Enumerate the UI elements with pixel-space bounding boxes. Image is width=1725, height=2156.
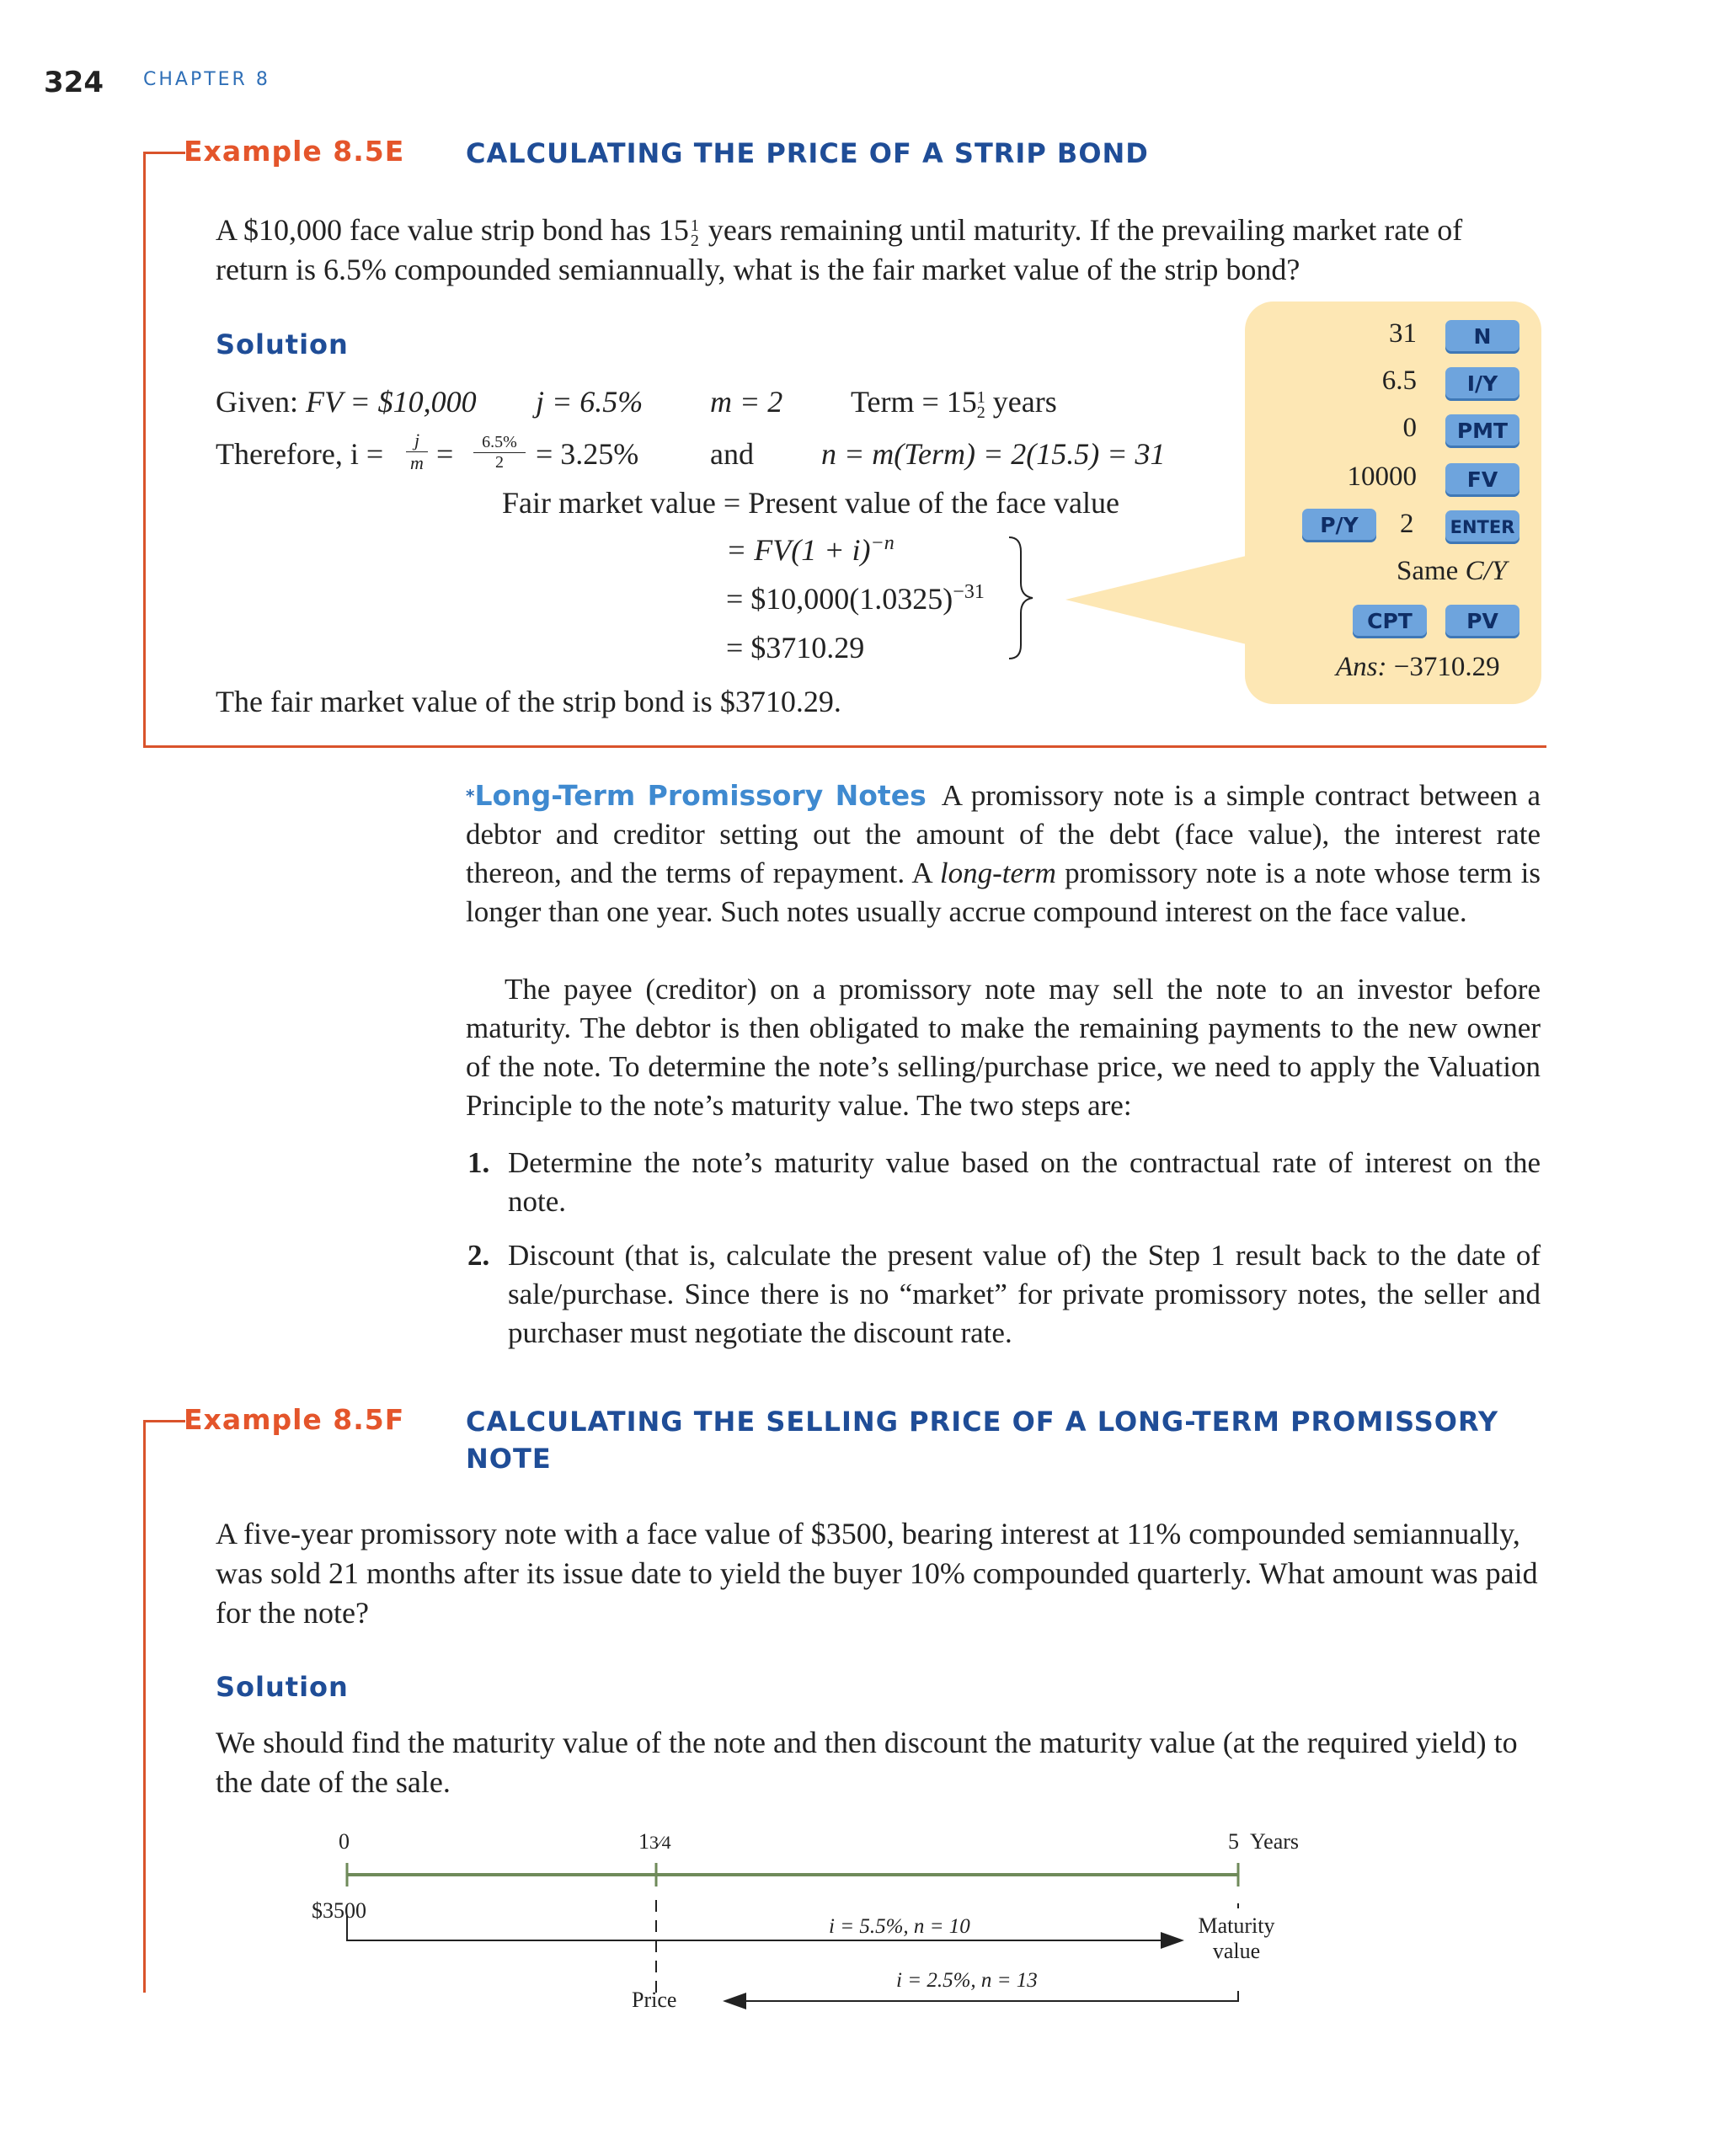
calc-answer: Ans: −3710.29 [1336, 652, 1500, 682]
fmv-substitution: = $\$10,000(1.0325)^{-31}$ [726, 581, 985, 616]
n-equation: n = m(Term) = 2(15.5) = 31 [821, 437, 1166, 471]
right-brace [1002, 531, 1053, 665]
calc-key-fv: FV [1445, 463, 1519, 497]
calculator-panel [1245, 302, 1541, 704]
example-f-solution-label: Solution [216, 1671, 349, 1703]
example-e-solution-label: Solution [216, 328, 349, 360]
example-f-solution-text: We should find the maturity value of the note and then discount the maturity value (at the required yield) to the date of the sale. [216, 1726, 1518, 1799]
calc-value-fv: 10000 [1347, 462, 1417, 492]
example-f-tag: Example 8.5F [184, 1403, 405, 1436]
timeline-face-value: $3500 [312, 1898, 366, 1923]
calc-key-enter: ENTER [1445, 510, 1519, 544]
example-f-title-line-1: CALCULATING THE SELLING PRICE OF A LONG-TERM PROMISSORY [466, 1406, 1499, 1438]
example-e-tag: Example 8.5E [184, 135, 405, 168]
example-f-left-rule [143, 1420, 146, 1993]
timeline-maturity-value: Maturity value [1198, 1913, 1275, 1963]
timeline-label-5-years: 5 Years [1228, 1829, 1300, 1854]
calc-value-py: 2 [1400, 509, 1414, 539]
fmv-formula: = $FV(1 + i)^{-n}$ [726, 532, 895, 567]
page-number: 324 [44, 66, 104, 99]
and-word: and [710, 437, 754, 471]
fraction-half: 1 2 [690, 216, 699, 250]
example-e-bottom-rule [143, 745, 1546, 748]
fmv-result: = $3710.29 [726, 631, 865, 664]
rate-result: = 3.25% [536, 437, 639, 471]
fraction-65-over-2: 6.5% 2 [473, 433, 526, 472]
example-f-top-rule [143, 1420, 185, 1422]
calc-key-pmt: PMT [1445, 414, 1519, 448]
example-e-top-rule [143, 152, 185, 154]
problem-text-a: A $10,000 face value strip bond has 15 [216, 213, 689, 247]
equals-sign-1: = [436, 437, 454, 471]
example-e-title: CALCULATING THE PRICE OF A STRIP BOND [466, 137, 1149, 169]
timeline-label-0: 0 [339, 1829, 350, 1854]
fraction-j-over-m: j m [406, 430, 428, 474]
calc-value-pmt: 0 [1402, 413, 1417, 443]
timeline-diagram [303, 1853, 1314, 2021]
problem-text-b: years remaining until maturity. If the prevailing market rate of [700, 213, 1463, 247]
calc-key-cpt: CPT [1353, 605, 1427, 638]
section-star: * [466, 786, 475, 806]
given-label: Given: FV = $10,000 [216, 385, 477, 419]
given-term: Term = 15 1 2 years [851, 385, 1057, 422]
calc-key-pv: PV [1445, 605, 1519, 638]
example-e-conclusion: The fair market value of the strip bond is $3710.29. [216, 685, 841, 718]
chapter-label: CHAPTER 8 [143, 69, 270, 90]
calc-value-iy: 6.5 [1381, 366, 1417, 396]
example-f-title-line-2: NOTE [466, 1443, 552, 1475]
fmv-label: Fair market value = Present value of the face value [502, 486, 1119, 520]
calc-same-cy: Same C/Y [1397, 556, 1508, 586]
calc-key-iy: I/Y [1445, 367, 1519, 401]
calc-key-n: N [1445, 320, 1519, 354]
example-e-left-rule [143, 152, 146, 748]
section-heading: Long-Term Promissory Notes [474, 779, 927, 812]
section-paragraph-2: The payee (creditor) on a promissory note may sell the note to an investor before maturity. The debtor is then obligated to make the remaining payments to the new owner of the note. To determine the note’s selling/purchase price, we need to apply the Valuation Principle to the note’s maturity value. The two steps are: [466, 973, 1541, 1122]
calc-key-py: P/Y [1302, 509, 1376, 542]
timeline-rate-1: i = 5.5%, n = 10 [829, 1915, 970, 1938]
timeline-price: Price [632, 1988, 677, 2012]
example-e-problem-line-1 [216, 211, 1462, 250]
given-m: m = 2 [710, 385, 783, 419]
timeline-label-1-3-4: 13⁄4 [638, 1829, 671, 1854]
step-2: 2. Discount (that is, calculate the present value of) the Step 1 result back to the date of sale/purchase. Since there is no “market” for private promissory notes, the seller and purchaser must negotiate the discount rate. [467, 1239, 1541, 1349]
step-1: 1. Determine the note’s maturity value based on the contractual rate of interest on the note. [467, 1146, 1541, 1218]
section-paragraph-1: *Long-Term Promissory Notes A promissory note is a simple contract between a debtor and creditor setting out the amount of the debt (face value), the interest rate thereon, and the terms of repayment. A long-term promissory note is a note whose term is longer than one year. Such notes usually accrue compound interest on the face value. [466, 779, 1541, 928]
example-e-problem-line-2: return is 6.5% compounded semiannually, what is the fair market value of the strip bond? [216, 253, 1300, 286]
calc-value-n: 31 [1389, 318, 1417, 349]
timeline-rate-2: i = 2.5%, n = 13 [896, 1969, 1038, 1992]
example-f-problem: A five-year promissory note with a face value of $3500, bearing interest at 11% compounded semiannually, was sold 21 months after its issue date to yield the buyer 10% compounded quarterly. What amount was paid for the note? [216, 1517, 1538, 1630]
arrow-to-maturity [347, 1915, 1181, 1940]
therefore-label: Therefore, i = [216, 437, 384, 471]
given-j: j = 6.5% [536, 385, 644, 419]
